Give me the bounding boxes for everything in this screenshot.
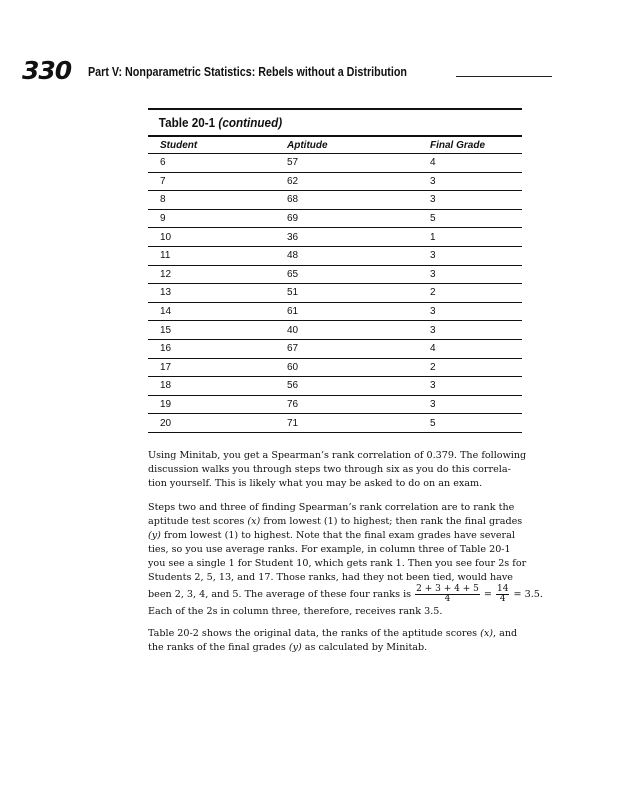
fraction-total — [496, 585, 509, 604]
header-rule — [456, 76, 552, 77]
page-number: 330 — [22, 56, 72, 85]
cell-final-grade: 3 — [430, 302, 522, 321]
cell-final-grade: 3 — [430, 377, 522, 396]
fraction-denominator: 4 — [444, 594, 451, 604]
column-header-aptitude: Aptitude — [287, 137, 430, 154]
text-line: you see a single 1 for Student 10, which gets rank 1. Then you see four 2s for — [148, 558, 527, 569]
cell-aptitude: 67 — [287, 339, 430, 358]
variable-y: (y) — [148, 530, 161, 541]
text-line — [148, 529, 548, 543]
table-header-row — [148, 137, 522, 154]
cell-student: 13 — [148, 284, 287, 303]
column-header-student: Student — [148, 137, 287, 154]
table-title-suffix: (continued) — [218, 115, 283, 130]
equation-line — [148, 585, 548, 605]
table-row — [148, 358, 522, 377]
page-header — [22, 56, 552, 86]
equation-result: = 3.5. — [513, 589, 543, 600]
text-line — [148, 641, 548, 655]
equals-sign: = — [483, 589, 492, 600]
text-line: discussion walks you through steps two through six as you do this correla- — [148, 464, 511, 475]
table-row — [148, 377, 522, 396]
cell-student: 10 — [148, 228, 287, 247]
text-segment: from lowest (1) to highest; then rank the final grades — [260, 516, 523, 527]
table-row — [148, 414, 522, 433]
text-segment: aptitude test scores — [148, 516, 248, 527]
table-title: Table 20-1 — [158, 115, 216, 130]
table-row — [148, 246, 522, 265]
cell-final-grade: 3 — [430, 191, 522, 210]
cell-student: 6 — [148, 154, 287, 173]
text-segment: Table 20-2 shows the original data, the ranks of the aptitude scores — [148, 628, 481, 639]
cell-final-grade: 1 — [430, 228, 522, 247]
cell-aptitude: 40 — [287, 321, 430, 340]
cell-student: 20 — [148, 414, 287, 433]
table-row — [148, 209, 522, 228]
fraction-numerator: 14 — [497, 584, 509, 594]
cell-aptitude: 69 — [287, 209, 430, 228]
cell-aptitude: 36 — [287, 228, 430, 247]
table-row — [148, 321, 522, 340]
cell-student: 7 — [148, 172, 287, 191]
table-row — [148, 191, 522, 210]
text-line: tion yourself. This is likely what you may be asked to do on an exam. — [148, 478, 483, 489]
cell-student: 9 — [148, 209, 287, 228]
text-segment: , and — [493, 628, 518, 639]
text-segment: the ranks of the final grades — [148, 642, 289, 653]
fraction-denominator: 4 — [499, 594, 506, 604]
fraction-sum — [415, 585, 480, 604]
cell-student: 8 — [148, 191, 287, 210]
variable-x: (x) — [480, 628, 494, 639]
cell-aptitude: 57 — [287, 154, 430, 173]
text-line: Using Minitab, you get a Spearman’s rank correlation of 0.379. The following — [148, 450, 527, 461]
cell-aptitude: 65 — [287, 265, 430, 284]
cell-final-grade: 5 — [430, 209, 522, 228]
chapter-title: Part V: Nonparametric Statistics: Rebels without a Distribution — [88, 65, 407, 79]
table-row — [148, 172, 522, 191]
cell-aptitude: 56 — [287, 377, 430, 396]
paragraph-ranking-steps — [148, 501, 548, 619]
text-line — [148, 627, 548, 641]
cell-aptitude: 61 — [287, 302, 430, 321]
table-caption — [148, 110, 485, 135]
text-segment: as calculated by Minitab. — [301, 642, 428, 653]
column-header-final-grade: Final Grade — [430, 137, 522, 154]
table-row — [148, 302, 522, 321]
cell-aptitude: 48 — [287, 246, 430, 265]
text-line: Steps two and three of finding Spearman’s rank correlation are to rank the — [148, 502, 515, 513]
cell-aptitude: 68 — [287, 191, 430, 210]
table-grid — [148, 137, 522, 433]
cell-student: 16 — [148, 339, 287, 358]
cell-final-grade: 4 — [430, 154, 522, 173]
cell-student: 17 — [148, 358, 287, 377]
cell-final-grade: 3 — [430, 246, 522, 265]
cell-final-grade: 4 — [430, 339, 522, 358]
cell-aptitude: 51 — [287, 284, 430, 303]
cell-student: 12 — [148, 265, 287, 284]
cell-final-grade: 3 — [430, 395, 522, 414]
table-row — [148, 395, 522, 414]
cell-final-grade: 3 — [430, 265, 522, 284]
cell-student: 11 — [148, 246, 287, 265]
cell-aptitude: 60 — [287, 358, 430, 377]
cell-final-grade: 5 — [430, 414, 522, 433]
cell-final-grade: 2 — [430, 284, 522, 303]
text-line: ties, so you use average ranks. For example, in column three of Table 20-1 — [148, 544, 511, 555]
variable-x: (x) — [247, 516, 261, 527]
variable-y: (y) — [288, 642, 302, 653]
text-line: Students 2, 5, 13, and 17. Those ranks, had they not been tied, would have — [148, 572, 513, 583]
paragraph-minitab-result — [148, 449, 548, 491]
text-segment: been 2, 3, 4, and 5. The average of these four ranks is — [148, 589, 415, 600]
cell-final-grade: 3 — [430, 321, 522, 340]
data-table — [148, 108, 522, 433]
table-row — [148, 339, 522, 358]
paragraph-table-reference — [148, 627, 548, 655]
table-row — [148, 228, 522, 247]
cell-aptitude: 71 — [287, 414, 430, 433]
cell-aptitude: 76 — [287, 395, 430, 414]
text-segment: from lowest (1) to highest. Note that the final exam grades have several — [160, 530, 515, 541]
text-line: Each of the 2s in column three, therefore, receives rank 3.5. — [148, 606, 443, 617]
cell-aptitude: 62 — [287, 172, 430, 191]
cell-student: 15 — [148, 321, 287, 340]
table-row — [148, 265, 522, 284]
text-line — [148, 515, 548, 529]
fraction-numerator: 2 + 3 + 4 + 5 — [416, 584, 479, 594]
cell-student: 19 — [148, 395, 287, 414]
table-row — [148, 284, 522, 303]
cell-final-grade: 2 — [430, 358, 522, 377]
cell-student: 18 — [148, 377, 287, 396]
cell-student: 14 — [148, 302, 287, 321]
table-row — [148, 154, 522, 173]
cell-final-grade: 3 — [430, 172, 522, 191]
